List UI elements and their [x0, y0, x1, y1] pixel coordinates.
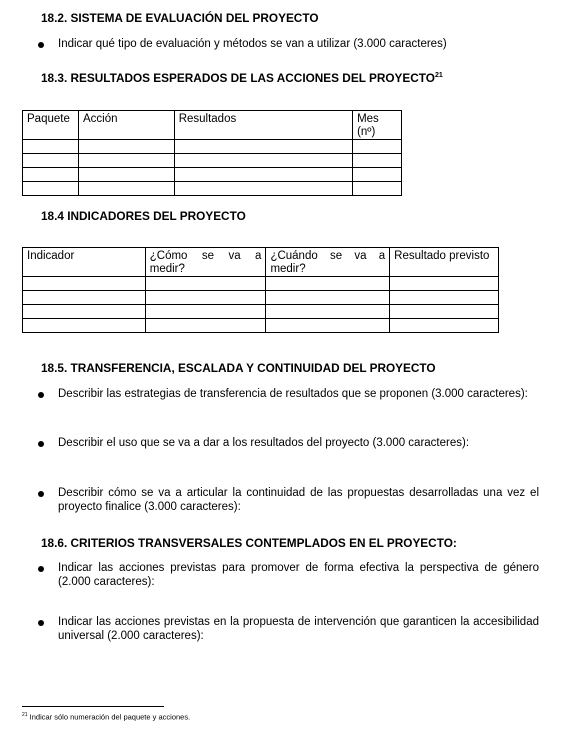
table-cell[interactable] — [174, 154, 352, 168]
table-cell[interactable] — [266, 277, 390, 291]
footnote — [22, 712, 190, 722]
table-header-cell: Resultado previsto — [390, 248, 499, 277]
table-cell[interactable] — [23, 154, 79, 168]
table-cell[interactable] — [23, 140, 79, 154]
section-heading-18-3 — [41, 71, 443, 85]
section-heading-18-6: 18.6. CRITERIOS TRANSVERSALES CONTEMPLADOS EN EL PROYECTO: — [41, 536, 457, 550]
table-row — [23, 168, 402, 182]
bullet-text-transfer: Describir las estrategias de transferencia de resultados que se proponen (3.000 caracteres): — [58, 388, 528, 400]
table-cell[interactable] — [353, 140, 402, 154]
bullet-icon — [38, 491, 44, 497]
table-header-cell: ¿Cómo se va a medir? — [145, 248, 266, 277]
table-cell[interactable] — [23, 168, 79, 182]
footnote-text: Indicar sólo numeración del paquete y acciones. — [27, 712, 191, 722]
table-cell[interactable] — [78, 154, 174, 168]
indicators-table — [22, 247, 499, 333]
table-cell[interactable] — [353, 182, 402, 196]
bullet-text-gender: Indicar las acciones previstas para promover de forma efectiva la perspectiva de género (2.000 caracteres): — [58, 562, 539, 588]
table-row — [23, 154, 402, 168]
footnote-reference: 21 — [434, 72, 443, 80]
table-header-cell: Resultados — [174, 111, 352, 140]
table-cell[interactable] — [23, 277, 146, 291]
table-row — [23, 277, 499, 291]
table-cell[interactable] — [390, 291, 499, 305]
table-cell[interactable] — [353, 168, 402, 182]
table-cell[interactable] — [266, 291, 390, 305]
bullet-text-evaluation: Indicar qué tipo de evaluación y métodos se van a utilizar (3.000 caracteres) — [58, 38, 447, 50]
table-cell[interactable] — [78, 182, 174, 196]
table-header-cell: Paquete — [23, 111, 79, 140]
table-cell[interactable] — [174, 168, 352, 182]
table-row — [23, 319, 499, 333]
table-cell[interactable] — [390, 319, 499, 333]
table-row — [23, 140, 402, 154]
bullet-icon — [38, 441, 44, 447]
table-cell[interactable] — [390, 277, 499, 291]
bullet-text-accessibility: Indicar las acciones previstas en la propuesta de intervención que garanticen la accesibilidad universal (2.000 caracteres): — [58, 616, 539, 642]
table-header-row — [23, 111, 402, 140]
bullet-text-use: Describir el uso que se va a dar a los resultados del proyecto (3.000 caracteres): — [58, 437, 470, 449]
results-table — [22, 110, 402, 196]
table-cell[interactable] — [390, 305, 499, 319]
table-cell[interactable] — [266, 305, 390, 319]
table-cell[interactable] — [145, 305, 266, 319]
section-heading-18-2: 18.2. SISTEMA DE EVALUACIÓN DEL PROYECTO — [41, 11, 319, 25]
table-cell[interactable] — [23, 305, 146, 319]
table-cell[interactable] — [353, 154, 402, 168]
table-cell[interactable] — [174, 182, 352, 196]
table-header-cell: Mes (nº) — [353, 111, 402, 140]
table-cell[interactable] — [23, 182, 79, 196]
bullet-icon — [38, 42, 44, 48]
table-row — [23, 291, 499, 305]
table-row — [23, 305, 499, 319]
table-cell[interactable] — [23, 319, 146, 333]
section-heading-18-4: 18.4 INDICADORES DEL PROYECTO — [41, 209, 246, 223]
table-cell[interactable] — [145, 319, 266, 333]
table-cell[interactable] — [174, 140, 352, 154]
table-row — [23, 182, 402, 196]
table-cell[interactable] — [78, 168, 174, 182]
section-heading-18-5: 18.5. TRANSFERENCIA, ESCALADA Y CONTINUIDAD DEL PROYECTO — [41, 361, 436, 375]
footnote-number: 21 — [22, 712, 28, 718]
bullet-icon — [38, 392, 44, 398]
footnote-separator — [22, 706, 164, 707]
bullet-icon — [38, 620, 44, 626]
bullet-icon — [38, 566, 44, 572]
table-cell[interactable] — [23, 291, 146, 305]
table-header-row — [23, 248, 499, 277]
table-cell[interactable] — [145, 277, 266, 291]
table-cell[interactable] — [266, 319, 390, 333]
table-header-cell: Indicador — [23, 248, 146, 277]
heading-text: 18.3. RESULTADOS ESPERADOS DE LAS ACCIONES DEL PROYECTO — [41, 71, 435, 85]
bullet-text-continuity: Describir cómo se va a articular la continuidad de las propuestas desarrolladas una vez el proyecto finalice (3.000 caracteres): — [58, 487, 539, 513]
table-cell[interactable] — [78, 140, 174, 154]
table-cell[interactable] — [145, 291, 266, 305]
table-header-cell: ¿Cuándo se va a medir? — [266, 248, 390, 277]
table-header-cell: Acción — [78, 111, 174, 140]
